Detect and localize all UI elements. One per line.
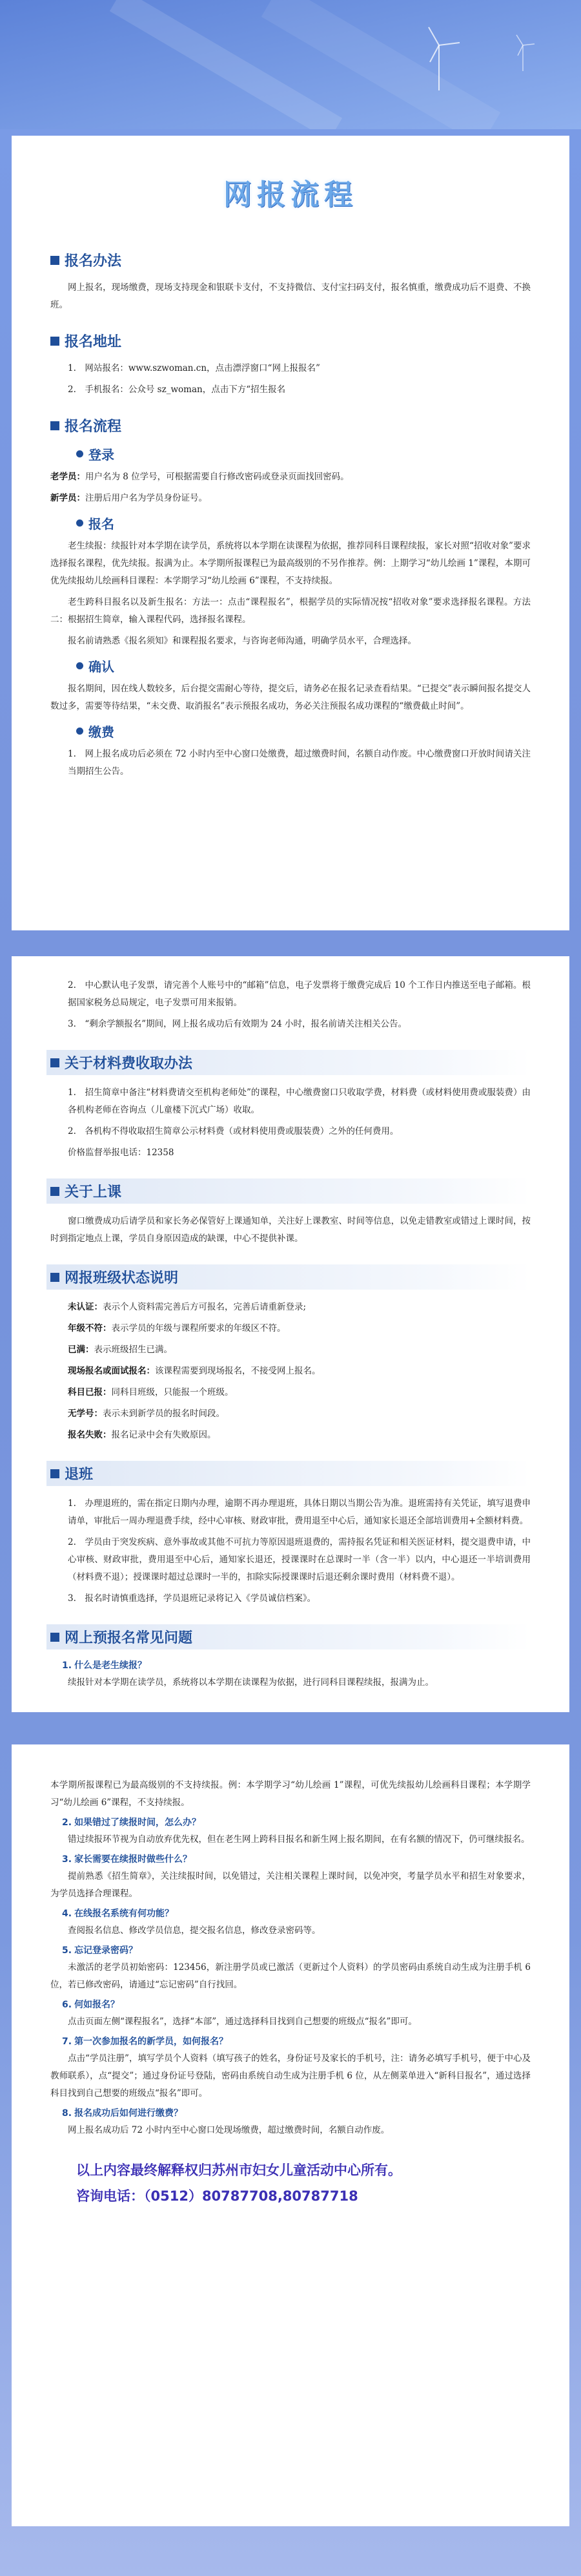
square-bullet-icon [50, 1187, 59, 1196]
section-heading-materials: 关于材料费收取办法 [46, 1050, 531, 1075]
faq-question-8: 8. 报名成功后如何进行缴费？ [62, 2108, 183, 2119]
faq-answer-8: 网上报名成功后 72 小时内至中心窗口处现场缴费，超过缴费时间，名额自动作废。 [68, 2125, 390, 2135]
status-item: 报名失败：报名记录中会有失败原因。 [68, 1430, 216, 1440]
login-old-student: 老学员：用户名为 8 位学号，可根据需要自行修改密码或登录页面找回密码。 [50, 472, 349, 482]
report-phone: 价格监督举报电话：12358 [68, 1147, 174, 1158]
signup-new-text: 老生跨科目报名以及新生报名：方法一：点击“课程报名”，根据学员的实际情况按“招收对象”要求选择报名课程。方法二：根据招生简章，输入课程代码，选择报名课程。 [50, 597, 531, 625]
status-item: 未认证：表示个人资料需完善后方可报名，完善后请重新登录; [68, 1302, 307, 1312]
round-bullet-icon [76, 519, 83, 527]
section-heading-address: 报名地址 [50, 331, 531, 351]
contact-footer [76, 2157, 531, 2209]
faq-answer-5: 未激活的老学员初始密码：123456，新注册学员或已激活（更新过个人资料）的学员密码由系统自动生成为注册手机 6 位，若已修改密码，请通过“忘记密码”自行找回。 [50, 1962, 531, 1990]
round-bullet-icon [76, 728, 83, 735]
pay-item-3: 3. “剩余学额报名”期间，网上报名成功后有效期为 24 小时，报名前请关注相关公告。 [68, 1019, 407, 1029]
confirm-text: 报名期间，因在线人数较多，后台提交需耐心等待，提交后，请务必在报名记录查看结果。“已提交”表示瞬间报名提交人数过多，需要等待结果，“未交费、取消报名”表示预报名成功，务必关注预报名成功课程的“缴费截止时间”。 [50, 684, 531, 711]
subheading-login: 登录 [76, 445, 531, 463]
contact-phone: 咨询电话：（0512）80787708,80787718 [76, 2188, 358, 2204]
faq-answer-6: 点击页面左侧“课程报名”，选择“本部”，通过选择科目找到自己想要的班级点“报名”即可。 [68, 2016, 417, 2027]
faq-answer-4: 查阅报名信息、修改学员信息，提交报名信息，修改登录密码等。 [68, 1925, 321, 1936]
square-bullet-icon [50, 1273, 59, 1282]
round-bullet-icon [76, 450, 83, 457]
status-item: 科目已报：同科目班级，只能报一个班级。 [68, 1387, 234, 1398]
content-card-3 [12, 1744, 569, 2526]
faq-question-2: 2. 如果错过了续报时间，怎么办？ [62, 1817, 201, 1828]
square-bullet-icon [50, 421, 59, 430]
login-new-student: 新学员：注册后用户名为学员身份证号。 [50, 493, 207, 503]
section-heading-class: 关于上课 [46, 1178, 531, 1204]
faq-answer-7: 点击“学员注册”，填写学员个人资料（填写孩子的姓名，身份证号及家长的手机号，注：请务必填写手机号，便于中心及教师联系），点“提交”；通过身份证号登陆，密码由系统自动生成为注册手机 6 位，从左侧菜单进入“新科目报名”，通过选择科目找到自己想要的班级点“报名”即可。 [50, 2053, 531, 2099]
status-item: 年级不符：表示学员的年级与课程所要求的年级区不符。 [68, 1323, 286, 1334]
square-bullet-icon [50, 337, 59, 346]
page-title: 网报流程 [223, 178, 358, 211]
section-heading-method: 报名办法 [50, 250, 531, 270]
signup-renew-text: 老生续报：续报针对本学期在读学员，系统将以本学期在读课程为依据，推荐同科目课程续报，家长对照“招收对象”要求选择报名课程，优先续报。报满为止。本学期所报课程已为最高级别的不另作推荐。例：上期学习“幼儿绘画 1”课程，本期可优先续报幼儿绘画科目课程：本学期学习“幼儿绘画 6”课程，不支持续报。 [50, 541, 531, 586]
faq-answer-3: 提前熟悉《招生简章》，关注续报时间，以免错过，关注相关课程上课时间，以免冲突，考量学员水平和招生对象要求，为学员选择合理课程。 [50, 1871, 531, 1899]
square-bullet-icon [50, 1469, 59, 1478]
faq-answer-1a: 续报针对本学期在读学员，系统将以本学期在读课程为依据，进行同科目课程续报，报满为止。 [68, 1677, 434, 1688]
materials-item: 2. 各机构不得收取招生简章公示材料费（或材料使用费或服装费）之外的任何费用。 [68, 1126, 399, 1136]
section-heading-faq: 网上预报名常见问题 [46, 1624, 531, 1649]
status-item: 现场报名或面试报名：该课程需要到现场报名，不接受网上报名。 [68, 1366, 321, 1376]
faq-answer-1b: 本学期所报课程已为最高级别的不支持续报。例：本学期学习“幼儿绘画 1”课程，可优先续报幼儿绘画科目课程；本学期学习“幼儿绘画 6”课程，不支持续报。 [50, 1780, 531, 1808]
faq-question-4: 4. 在线报名系统有何功能？ [62, 1909, 174, 1919]
section-heading-process: 报名流程 [50, 415, 531, 435]
square-bullet-icon [50, 1058, 59, 1067]
method-text: 网上报名，现场缴费，现场支持现金和银联卡支付，不支持微信、支付宝扫码支付，报名慎重，缴费成功后不退费、不换班。 [50, 282, 531, 310]
header-background [0, 0, 581, 129]
refund-item: 3. 报名时请慎重选择，学员退班记录将记入《学员诚信档案》。 [68, 1593, 316, 1604]
content-card-1 [12, 136, 569, 930]
copyright-note: 以上内容最终解释权归苏州市妇女儿童活动中心所有。 [76, 2162, 402, 2178]
square-bullet-icon [50, 256, 59, 265]
faq-question-6: 6. 何如报名？ [62, 2000, 120, 2010]
materials-item: 1. 招生简章中备注“材料费请交至机构老师处”的课程，中心缴费窗口只收取学费，材料费（或材料使用费或服装费）由各机构老师在咨询点（儿童楼下沉式广场）收取。 [68, 1087, 531, 1115]
address-item: 1. 网站报名：www.szwoman.cn，点击漂浮窗口“网上报报名” [68, 363, 320, 373]
content-card-2 [12, 956, 569, 1712]
section-heading-refund: 退班 [46, 1461, 531, 1486]
subheading-pay: 缴费 [76, 722, 531, 740]
class-text: 窗口缴费成功后请学员和家长务必保管好上课通知单，关注好上课教室、时间等信息，以免走错教室或错过上课时间，按时到指定地点上课，学员自身原因造成的缺课，中心不提供补课。 [50, 1216, 531, 1244]
refund-item: 1. 办理退班的，需在指定日期内办理，逾期不再办理退班，具体日期以当期公告为准。退班需持有关凭证，填写退费申请单，审批后一周办理退费手续，经中心审核、财政审批，费用退至中心后，通知家长退还全部培训费用+全额材料费。 [68, 1498, 531, 1526]
pay-item-1: 1. 网上报名成功后必须在 72 小时内至中心窗口处缴费，超过缴费时间，名额自动作废。中心缴费窗口开放时间请关注当期招生公告。 [68, 749, 531, 777]
faq-question-3: 3. 家长需要在续报时做些什么？ [62, 1854, 192, 1865]
faq-question-7: 7. 第一次参加报名的新学员，如何报名？ [62, 2037, 229, 2047]
faq-answer-2: 错过续报环节视为自动放弃优先权，但在老生网上跨科目报名和新生网上报名期间，在有名额的情况下，仍可继续报名。 [68, 1834, 530, 1845]
square-bullet-icon [50, 1633, 59, 1642]
faq-question-5: 5. 忘记登录密码？ [62, 1945, 138, 1956]
wind-turbine-decoration [0, 0, 581, 129]
status-item: 已满：表示班级招生已满。 [68, 1345, 172, 1355]
signup-notice-text: 报名前请熟悉《报名须知》和课程报名要求，与咨询老师沟通，明确学员水平，合理选择。 [68, 636, 416, 646]
subheading-signup: 报名 [76, 514, 531, 532]
subheading-confirm: 确认 [76, 656, 531, 675]
faq-question-1: 1. 什么是老生续报？ [62, 1660, 147, 1671]
address-item: 2. 手机报名：公众号 sz_woman，点击下方“招生报名 [68, 384, 286, 395]
status-item: 无学号：表示未到新学员的报名时间段。 [68, 1408, 225, 1419]
round-bullet-icon [76, 662, 83, 669]
refund-item: 2. 学员由于突发疾病、意外事故或其他不可抗力等原因退班退费的，需持报名凭证和相关医证材料，提交退费申请，中心审核、财政审批，费用退至中心后，通知家长退还，授课课时在总课时一半（含一半）以内，中心退还一半培训费用（材料费不退）；授课课时超过总课时一半的，扣除实际授课课时后退还剩余课时费用（材料费不退）。 [68, 1537, 531, 1582]
pay-item-2: 2. 中心默认电子发票，请完善个人账号中的“邮箱”信息，电子发票将于缴费完成后 10 个工作日内推送至电子邮箱。根据国家税务总局规定，电子发票可用来报销。 [68, 980, 531, 1008]
section-heading-status: 网报班级状态说明 [46, 1264, 531, 1290]
